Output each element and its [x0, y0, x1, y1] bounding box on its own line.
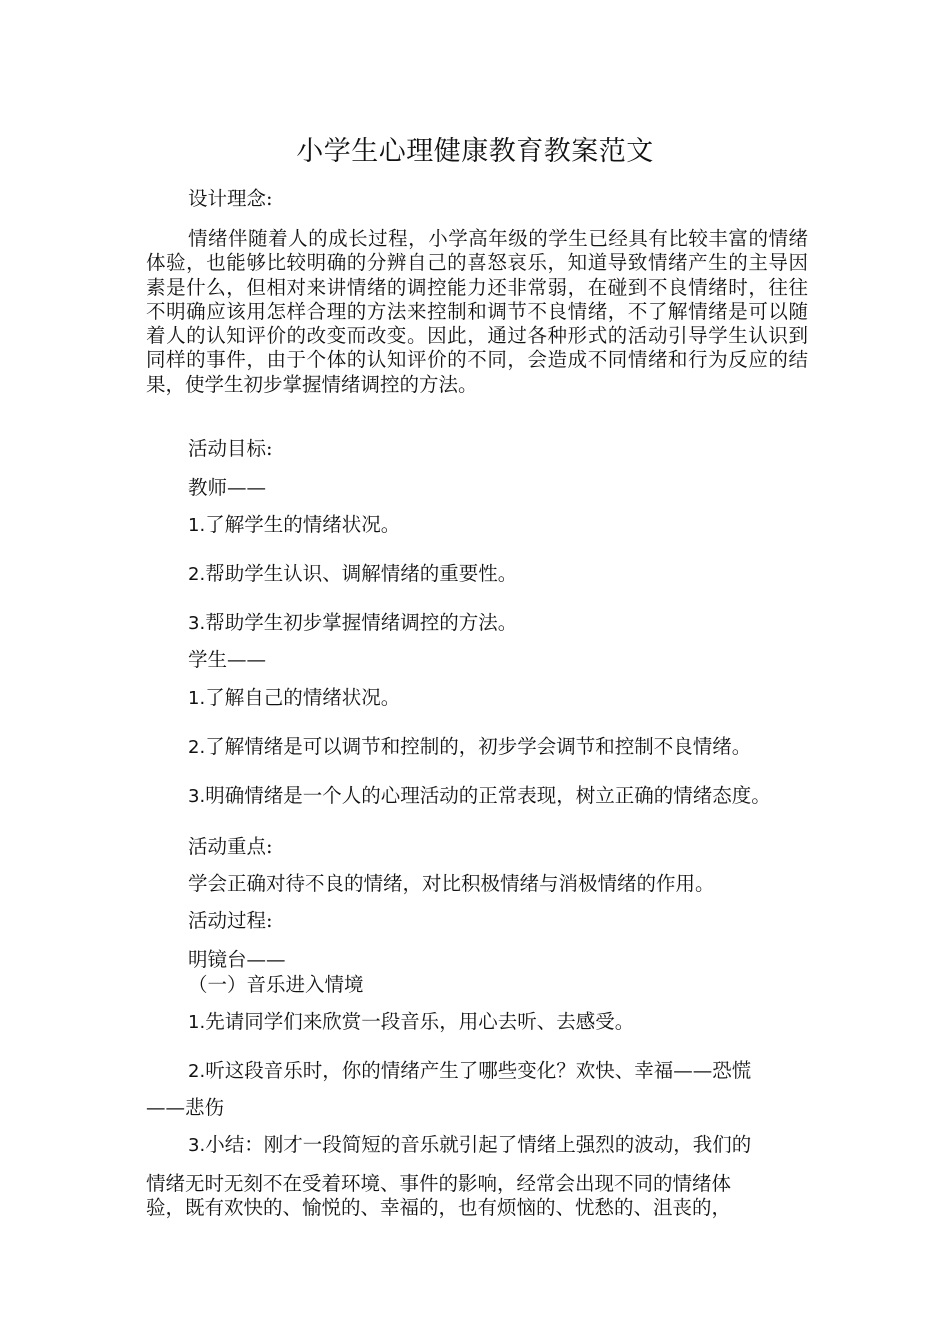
mirror-heading: 明镜台—— [188, 948, 286, 971]
item-number: 2. [188, 1061, 206, 1082]
item-text: 明确情绪是一个人的心理活动的正常表现，树立正确的情绪态度。 [205, 784, 771, 807]
process-item [188, 1059, 751, 1084]
design-paragraph: 情绪伴随着人的成长过程，小学高年级的学生已经具有比较丰富的情绪体验，也能够比较明确的分辨自己的喜怒哀乐，知道导致情绪产生的主导因素是什么，但相对来讲情绪的调控能力还非常弱，在碰到不良情绪时，往往不明确应该用怎样合理的方法来控制和调节不良情绪，不了解情绪是可以随着人的认知评价的改变而改变。因此，通过各种形式的活动引导学生认识到同样的事件，由于个体的认知评价的不同，会造成不同情绪和行为反应的结果，使学生初步掌握情绪调控的方法。 [146, 227, 808, 396]
process-item-continued: ——悲伤 [146, 1096, 225, 1119]
item-text: 小结：刚才一段简短的音乐就引起了情绪上强烈的波动，我们的 [205, 1133, 752, 1156]
item-number: 1. [188, 515, 206, 536]
focus-heading: 活动重点: [188, 835, 273, 858]
process-heading: 活动过程: [188, 909, 273, 932]
goals-heading: 活动目标: [188, 437, 273, 460]
process-item [188, 1133, 751, 1158]
student-heading: 学生—— [188, 648, 267, 671]
teacher-heading: 教师—— [188, 476, 267, 499]
process-item-continued: 验，既有欢快的、愉悦的、幸福的，也有烦恼的、忧愁的、沮丧的， [146, 1196, 732, 1219]
process-item [188, 1010, 634, 1035]
teacher-item [188, 562, 517, 587]
teacher-item [188, 513, 400, 538]
document-title: 小学生心理健康教育教案范文 [296, 136, 654, 167]
design-heading: 设计理念: [188, 187, 273, 210]
item-number: 2. [188, 737, 206, 758]
item-text: 听这段音乐时，你的情绪产生了哪些变化？欢快、幸福——恐慌 [205, 1059, 752, 1082]
item-text: 帮助学生初步掌握情绪调控的方法。 [205, 611, 518, 634]
item-text: 了解自己的情绪状况。 [205, 686, 401, 709]
process-item-continued: 情绪无时无刻不在受着环境、事件的影响，经常会出现不同的情绪体 [146, 1172, 732, 1195]
item-number: 1. [188, 1012, 206, 1033]
item-number: 3. [188, 1135, 206, 1156]
student-item [188, 686, 400, 711]
student-item [188, 784, 771, 809]
item-text: 了解学生的情绪状况。 [205, 513, 401, 536]
focus-body: 学会正确对待不良的情绪，对比积极情绪与消极情绪的作用。 [188, 872, 715, 895]
student-item [188, 735, 751, 760]
teacher-item [188, 611, 517, 636]
item-number: 3. [188, 613, 206, 634]
item-number: 1. [188, 688, 206, 709]
item-number: 2. [188, 564, 206, 585]
section-heading: （一）音乐进入情境 [188, 973, 364, 996]
item-number: 3. [188, 786, 206, 807]
item-text: 先请同学们来欣赏一段音乐，用心去听、去感受。 [205, 1010, 635, 1033]
item-text: 帮助学生认识、调解情绪的重要性。 [205, 562, 518, 585]
item-text: 了解情绪是可以调节和控制的，初步学会调节和控制不良情绪。 [205, 735, 752, 758]
